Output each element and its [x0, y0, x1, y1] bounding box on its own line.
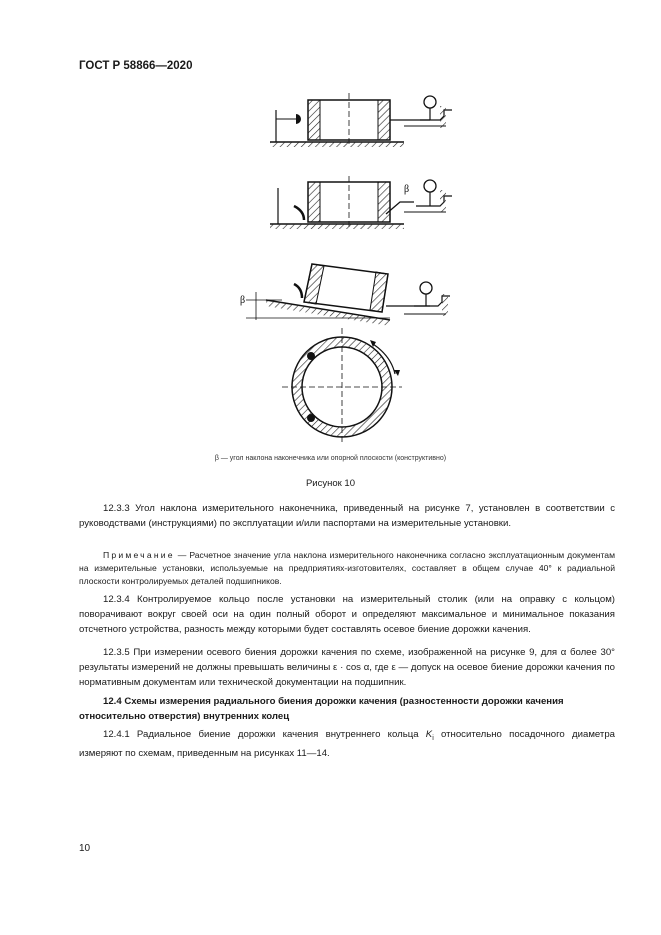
- paragraph-12-3-3: 12.3.3 Угол наклона измерительного наконечника, приведенный на рисунке 7, установлен в соответствии с руководствами (инструкциями) по эксплуатации и/или паспортами на измерительные установки.: [79, 503, 615, 529]
- scheme-1-ring-on-table: [270, 93, 452, 147]
- note-paragraph: [79, 549, 615, 589]
- note-label: Примечание: [103, 550, 175, 560]
- scheme-2-ring-angled-probe: [270, 176, 452, 229]
- section-heading-12-4: 12.4 Схемы измерения радиального биения дорожки качения (разностенности дорожки качения относительно отверстия) внутренних колец: [79, 696, 564, 722]
- figure-caption: Рисунок 10: [305, 478, 356, 489]
- paragraph-12-3-4: 12.3.4 Контролируемое кольцо после установки на измерительный столик (или на оправку с кольцом) поворачивают вокруг своей оси на один полный оборот и определяют максимальное и минимальное показания отсчетного устройства, разность между которыми будет составлять осевое биение дорожки качения.: [79, 594, 615, 635]
- document-header: ГОСТ Р 58866—2020: [79, 60, 193, 72]
- page-number: 10: [79, 843, 91, 854]
- paragraph-12-3-5: 12.3.5 При измерении осевого биения дорожки качения по схеме, изображенной на рисунке 9, для α более 30° результаты измерений не должны превышать величины ε · cos α, где ε — допуск на осевое биение дорожки качения по нормативным документам или технической документации на подшипник.: [79, 647, 615, 688]
- scheme-3-tilted-support: [240, 264, 450, 326]
- beta-label-3: β: [240, 295, 246, 306]
- k-subscript: i: [432, 734, 434, 742]
- scheme-4-top-view: [282, 328, 402, 444]
- figure-legend: β — угол наклона наконечника или опорной плоскости (конструктивно): [214, 455, 447, 462]
- note-text: — Расчетное значение угла наклона измерительного наконечника согласно эксплуатационным документам на измерительные установки, используемые на предприятиях-изготовителях, составляет в общем случае 40° к радиальной плоскости контролируемых деталей подшипников.: [79, 550, 615, 587]
- k-symbol: K: [425, 729, 433, 740]
- paragraph-12-4-1: 12.4.1 Радиальное биение дорожки качения внутреннего кольца $K_i$ относительно посадочного диаметра измеряют по схемам, приведенным на рисунках 11—14.: [79, 729, 615, 759]
- figure-10: [190, 88, 480, 453]
- beta-label-2: β: [404, 184, 410, 195]
